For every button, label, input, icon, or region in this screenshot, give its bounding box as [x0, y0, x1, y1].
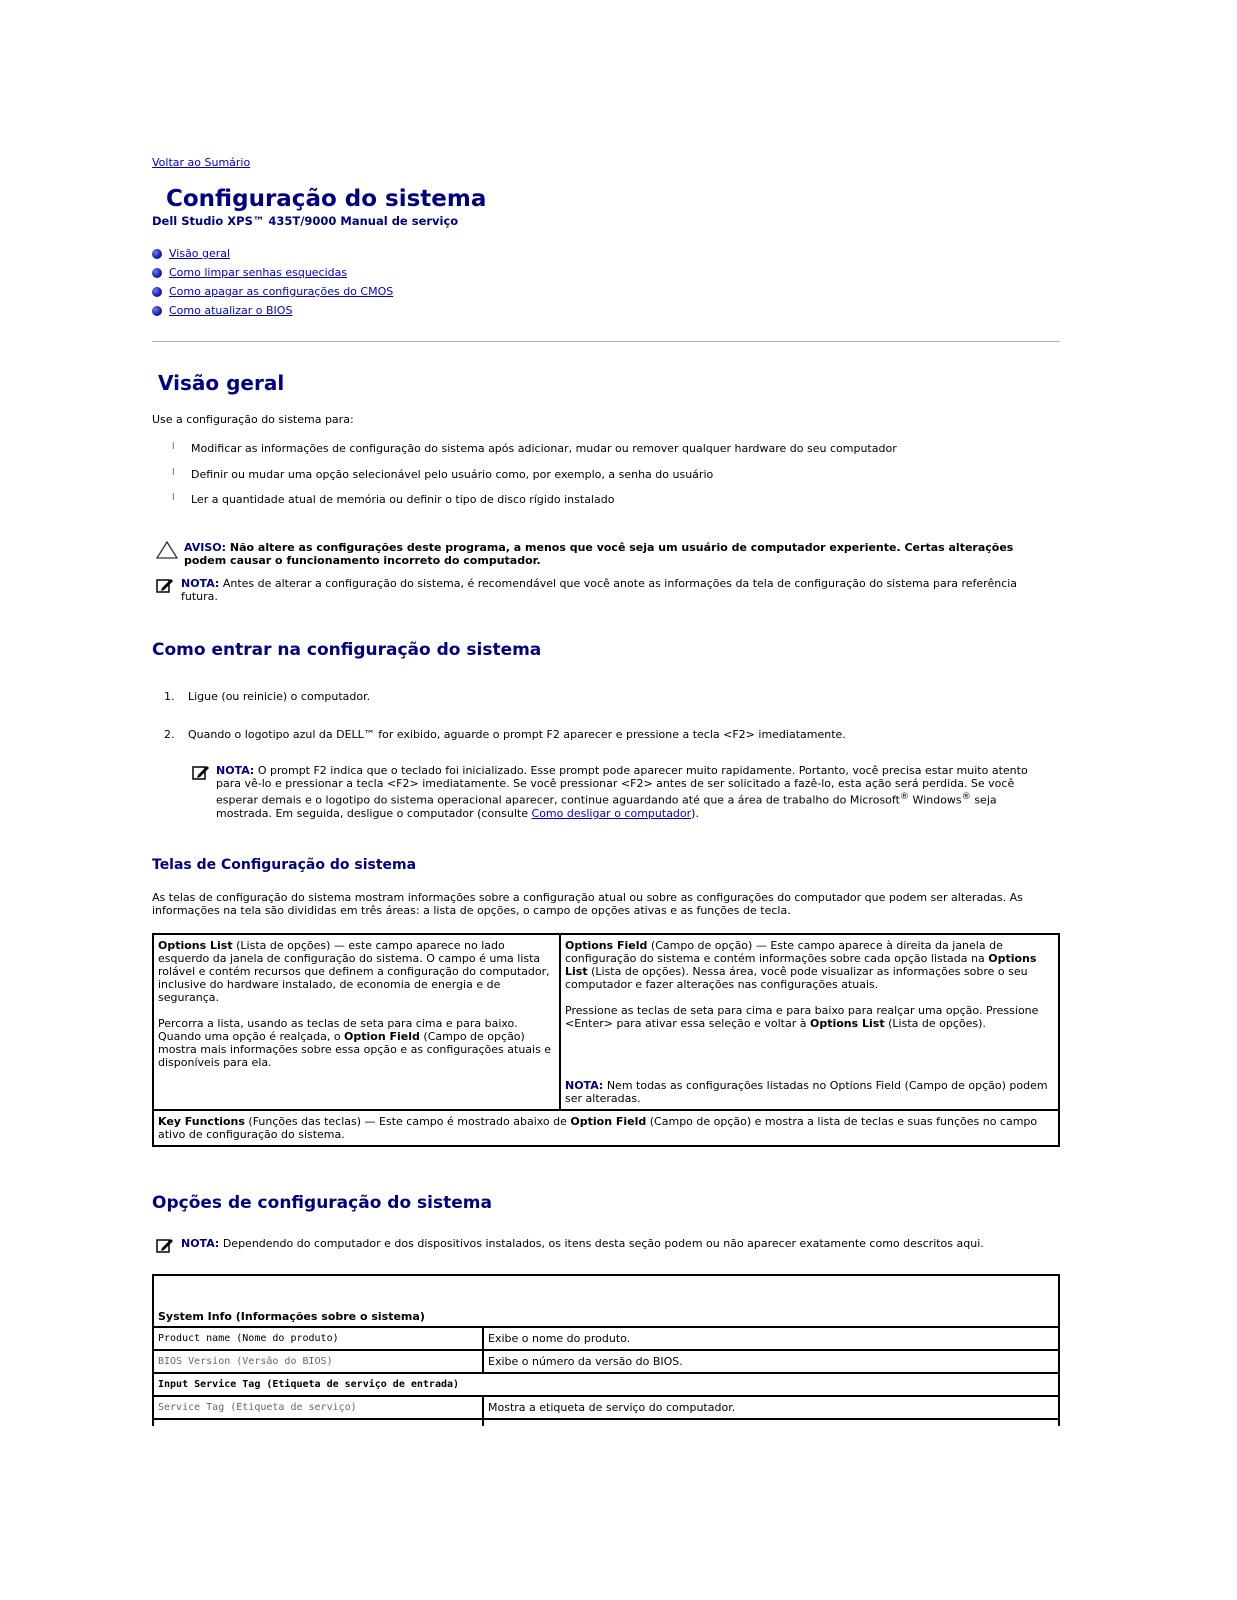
option-name: Service Tag (Etiqueta de serviço)	[153, 1396, 483, 1419]
table-row	[153, 1396, 1059, 1419]
note-pencil-icon	[192, 764, 210, 781]
list-item: l Ler a quantidade atual de memória ou definir o tipo de disco rígido instalado	[172, 493, 897, 519]
steps-list	[164, 690, 846, 766]
caution-text: Não altere as configurações deste programa, a menos que você seja um usuário de computador experiente. Certas alterações podem causar o funcionamento incorreto do computador.	[184, 541, 1014, 567]
step-item: 2. Quando o logotipo azul da DELL™ for exibido, aguarde o prompt F2 aparecer e pressione a tecla <F2> imediatamente.	[164, 728, 846, 741]
option-name: BIOS Version (Versão do BIOS)	[153, 1350, 483, 1373]
note-label: NOTA:	[181, 1237, 220, 1250]
horizontal-divider	[152, 341, 1060, 342]
setup-options-heading: Opções de configuração do sistema	[152, 1193, 492, 1213]
option-name: Product name (Nome do produto)	[153, 1327, 483, 1350]
table-row	[153, 1350, 1059, 1373]
option-description: Exibe o nome do produto.	[483, 1327, 1059, 1350]
table-of-contents	[152, 244, 393, 320]
list-item: l Modificar as informações de configuração do sistema após adicionar, mudar ou remover qualquer hardware do seu computador	[172, 442, 897, 468]
caution-triangle-icon	[156, 541, 178, 559]
toc-link-overview[interactable]: Visão geral	[169, 247, 231, 260]
bullet-icon	[152, 249, 162, 259]
caution-note	[156, 541, 1036, 567]
table-row	[153, 1419, 1059, 1426]
toc-link-update-bios[interactable]: Como atualizar o BIOS	[169, 304, 293, 317]
note-pencil-icon	[156, 1237, 174, 1254]
bullet-icon	[152, 306, 162, 316]
toc-item	[152, 244, 393, 263]
note-box: NOTA: O prompt F2 indica que o teclado foi inicializado. Esse prompt pode aparecer muito rapidamente. Portanto, você precisa estar muito atento para vê-lo e pressionar a tecla <F2> imediatamente. Se você pressionar <F2> antes de ser solicitado a fazê-lo, esta ação será perdida. Se você esperar demais e o logotipo do sistema operacional aparecer, continue aguardando até que a área de trabalho do Microsoft® Windows® seja mostrada. Em seguida, desligue o computador (consulte Como desligar o computador).	[192, 764, 1052, 820]
enter-setup-heading: Como entrar na configuração do sistema	[152, 640, 542, 660]
manual-subtitle: Dell Studio XPS™ 435T/9000 Manual de serviço	[152, 214, 459, 228]
caution-label: AVISO:	[184, 541, 227, 554]
setup-screens-description: As telas de configuração do sistema mostram informações sobre a configuração atual ou sobre as configurações do computador que podem ser alteradas. As informações na tela são divididas em três áreas: a lista de opções, o campo de opções ativas e as funções de tecla.	[152, 891, 1023, 917]
options-field-cell: Options Field (Campo de opção) — Este campo aparece à direita da janela de configuração do sistema e contém informações sobre cada opção listada na Options List (Lista de opções). Nessa área, você pode visualizar as informações sobre o seu computador e fazer alterações nas configurações atuais. Pressione as teclas de seta para cima e para baixo para realçar uma opção. Pressione <Enter> para ativar essa seleção e voltar à Options List (Lista de opções). NOTA: Nem todas as configurações listadas no Options Field (Campo de opção) podem ser alteradas.	[560, 934, 1059, 1110]
toc-item	[152, 282, 393, 301]
toc-item	[152, 263, 393, 282]
note-box	[156, 577, 1054, 603]
shutdown-link[interactable]: Como desligar o computador	[531, 806, 692, 820]
overview-heading: Visão geral	[158, 371, 285, 395]
toc-link-clear-cmos[interactable]: Como apagar as configurações do CMOS	[169, 285, 394, 298]
setup-screens-heading: Telas de Configuração do sistema	[152, 857, 417, 873]
note-text: Antes de alterar a configuração do sistema, é recomendável que você anote as informações da tela de configuração do sistema para referência futura.	[181, 577, 1018, 603]
page-title: Configuração do sistema	[166, 186, 487, 212]
toc-link-clear-passwords[interactable]: Como limpar senhas esquecidas	[169, 266, 348, 279]
options-list-cell: Options List (Lista de opções) — este campo aparece no lado esquerdo da janela de configuração do sistema. O campo é uma lista rolável e contém recursos que definem a configuração do computador, inclusive do hardware instalado, de economia de energia e de segurança. Percorra a lista, usando as teclas de seta para cima e para baixo. Quando uma opção é realçada, o Option Field (Campo de opção) mostra mais informações sobre essa opção e as configurações atuais e disponíveis para ela.	[153, 934, 560, 1110]
option-description: Mostra a etiqueta de serviço do computador.	[483, 1396, 1059, 1419]
overview-intro: Use a configuração do sistema para:	[152, 413, 354, 426]
setup-options-table	[152, 1274, 1060, 1426]
step-item: 1. Ligue (ou reinicie) o computador.	[164, 690, 371, 703]
option-description: Exibe o número da versão do BIOS.	[483, 1350, 1059, 1373]
list-bullet: l	[172, 493, 175, 503]
list-bullet: l	[172, 442, 175, 452]
setup-screens-table	[152, 933, 1060, 1147]
note-label: NOTA:	[216, 764, 255, 777]
key-functions-cell: Key Functions (Funções das teclas) — Este campo é mostrado abaixo de Option Field (Campo de opção) e mostra a lista de teclas e suas funções no campo ativo de configuração do sistema.	[153, 1110, 1059, 1146]
section-header: System Info (Informações sobre o sistema)	[153, 1275, 1059, 1327]
uses-list	[172, 442, 897, 519]
note-box: NOTA: Dependendo do computador e dos dispositivos instalados, os itens desta seção podem ou não aparecer exatamente como descritos aqui.	[156, 1237, 1054, 1257]
toc-item	[152, 301, 393, 320]
list-item: l Definir ou mudar uma opção selecionável pelo usuário como, por exemplo, a senha do usuário	[172, 468, 897, 494]
section-header: Input Service Tag (Etiqueta de serviço de entrada)	[153, 1373, 1059, 1396]
note-pencil-icon	[156, 577, 174, 594]
table-row	[153, 1327, 1059, 1350]
bullet-icon	[152, 287, 162, 297]
note-label: NOTA:	[565, 1079, 604, 1092]
list-bullet: l	[172, 467, 175, 478]
bullet-icon	[152, 268, 162, 278]
note-label: NOTA:	[181, 577, 220, 590]
back-to-contents-link[interactable]: Voltar ao Sumário	[152, 156, 251, 169]
